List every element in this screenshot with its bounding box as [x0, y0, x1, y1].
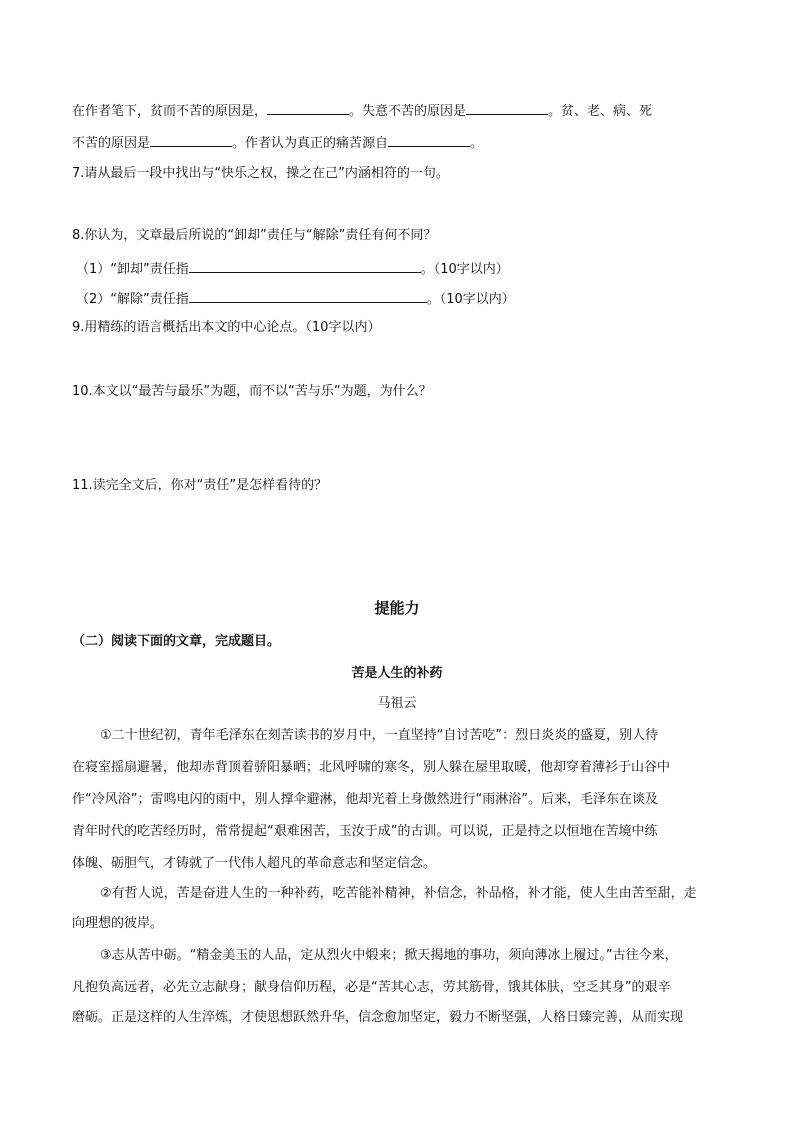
paragraph-3-line: ③志从苦中砺。“精金美玉的人品，定从烈火中煅来；掀天揭地的事功，须向薄冰上履过。”古往今来，	[100, 948, 678, 963]
question-8-part-1	[76, 258, 509, 280]
answer-blank[interactable]	[388, 132, 470, 147]
fill-blank-line-1	[72, 100, 652, 122]
answer-blank[interactable]	[466, 100, 548, 115]
text: （1）“卸却”责任指	[76, 262, 189, 277]
question-7: 7.请从最后一段中找出与“快乐之权，操之在己”内涵相符的一句。	[72, 166, 449, 181]
question-11: 11.读完全文后，你对“责任”是怎样看待的？	[72, 478, 328, 493]
text: 。作者认为真正的痛苦源自	[232, 136, 389, 151]
answer-blank[interactable]	[150, 132, 232, 147]
paragraph-2-line: ②有哲人说，苦是奋进人生的一种补药，吃苦能补精神，补信念，补品格，补才能，使人生由苦至甜，走	[100, 886, 697, 901]
question-8: 8.你认为，文章最后所说的“卸却”责任与“解除”责任有何不同？	[72, 228, 437, 243]
section-heading: 提能力	[374, 599, 420, 617]
article-author: 马祖云	[377, 696, 417, 711]
question-9: 9.用精练的语言概括出本文的中心论点。（10字以内）	[72, 320, 381, 335]
paragraph-1-line: 体魄、砺胆气，才铸就了一代伟人超凡的革命意志和坚定信念。	[72, 856, 437, 871]
text: 。	[470, 136, 484, 151]
text: 在作者笔下，贫而不苦的原因是，	[72, 104, 268, 119]
paragraph-1-line: 作“冷风浴”；雷鸣电闪的雨中，别人撑伞避淋，他却光着上身傲然进行“雨淋浴”。后来，毛泽东在谈及	[72, 792, 658, 807]
text: 。（10字以内）	[426, 292, 515, 307]
paragraph-3-line: 凡抱负高远者，必先立志献身；献身信仰历程，必是“苦其心志，劳其筋骨，饿其体肤，空乏其身”的艰辛	[72, 980, 671, 995]
paragraph-2-line: 向理想的彼岸。	[72, 916, 164, 931]
paragraph-1-line: 在寝室摇扇避暑，他却赤背顶着骄阳暴晒；北风呼啸的寒冬，别人躲在屋里取暖，他却穿着薄衫于山谷中	[72, 760, 671, 775]
text: 不苦的原因是	[72, 136, 151, 151]
question-10: 10.本文以“最苦与最乐”为题，而不以“苦与乐”为题，为什么？	[72, 384, 432, 399]
paragraph-1-line: 青年时代的吃苦经历时，常常提起“艰难困苦，玉汝于成”的古训。可以说，正是持之以恒地在苦境中练	[72, 824, 658, 839]
text: 。（10字以内）	[420, 262, 509, 277]
article-title: 苦是人生的补药	[351, 666, 443, 681]
answer-blank[interactable]	[189, 288, 427, 303]
text: 。失意不苦的原因是	[349, 104, 467, 119]
paragraph-1-line: ①二十世纪初，青年毛泽东在刻苦读书的岁月中，一直坚持“自讨苦吃”：烈日炎炎的盛夏，别人待	[100, 728, 659, 743]
text: （2）“解除”责任指	[76, 292, 189, 307]
answer-blank[interactable]	[267, 100, 349, 115]
fill-blank-line-2	[72, 132, 483, 154]
question-8-part-2	[76, 288, 515, 310]
answer-blank[interactable]	[189, 258, 421, 273]
section-instruction: （二）阅读下面的文章，完成题目。	[72, 634, 281, 649]
paragraph-3-line: 磨砺。正是这样的人生淬炼，才使思想跃然升华，信念愈加坚定，毅力不断坚强，人格日臻完善，从而实现	[72, 1010, 684, 1025]
text: 。贫、老、病、死	[548, 104, 653, 119]
